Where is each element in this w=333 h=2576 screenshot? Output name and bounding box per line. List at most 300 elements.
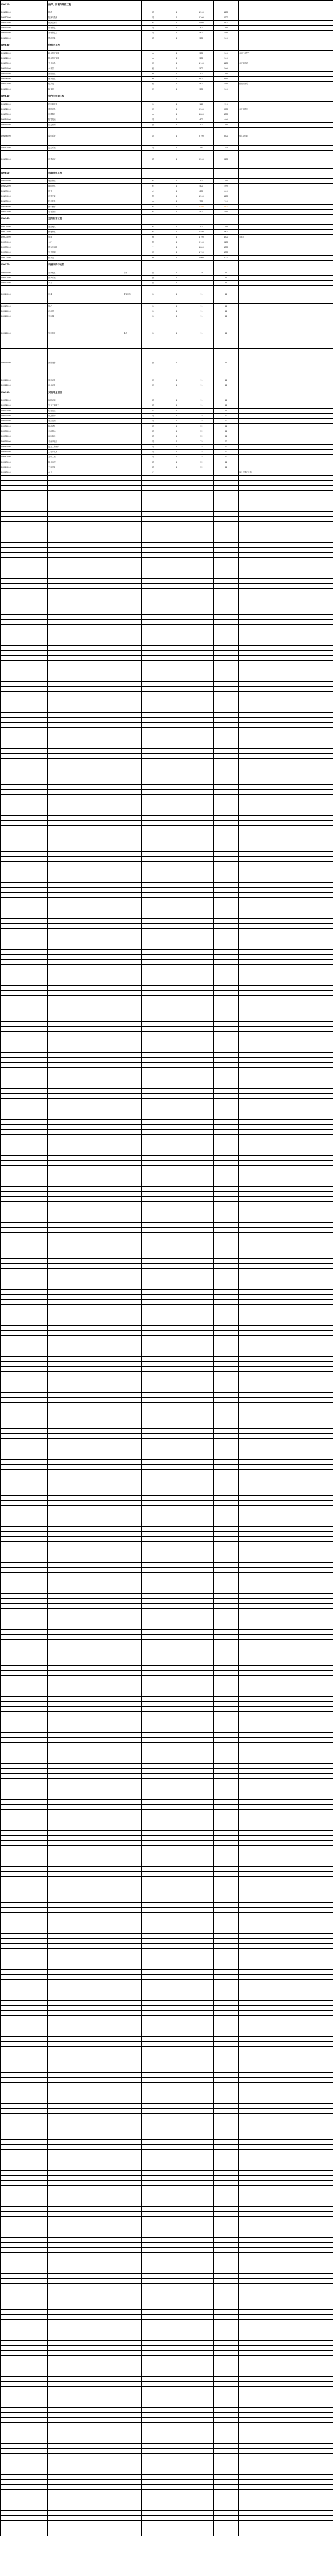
empty-row xyxy=(1,970,333,975)
row-code: D9164000 xyxy=(1,26,25,31)
empty-cell xyxy=(1,656,25,661)
empty-cell xyxy=(48,1305,123,1310)
row-code: D9173000 xyxy=(1,61,25,66)
empty-cell xyxy=(214,2382,239,2387)
empty-cell xyxy=(48,2052,123,2057)
empty-cell xyxy=(1,2361,25,2366)
empty-cell xyxy=(189,1753,214,1758)
empty-cell xyxy=(1,2371,25,2377)
empty-cell xyxy=(123,975,142,980)
empty-cell xyxy=(1,1650,25,1655)
empty-cell xyxy=(123,1341,142,1346)
empty-cell xyxy=(1,599,25,604)
row-subcode xyxy=(25,61,48,66)
empty-cell xyxy=(123,1022,142,1027)
row-qty: 1 xyxy=(164,319,189,349)
empty-cell xyxy=(142,1980,164,1985)
empty-cell xyxy=(239,2325,333,2330)
empty-cell xyxy=(189,1156,214,1161)
empty-cell xyxy=(48,857,123,862)
empty-cell xyxy=(214,1872,239,1877)
row-code: D9175000 xyxy=(1,72,25,77)
empty-cell xyxy=(214,846,239,852)
empty-cell xyxy=(123,852,142,857)
row-note xyxy=(239,21,333,26)
empty-cell xyxy=(189,1990,214,1995)
empty-cell xyxy=(214,970,239,975)
empty-cell xyxy=(164,944,189,950)
empty-cell xyxy=(214,1496,239,1501)
row-qty: 1 xyxy=(164,56,189,61)
row-price: 1600 xyxy=(189,21,214,26)
empty-cell xyxy=(164,980,189,986)
empty-row xyxy=(1,2006,333,2011)
empty-row xyxy=(1,816,333,821)
empty-cell xyxy=(1,625,25,630)
empty-cell xyxy=(142,2253,164,2258)
empty-cell xyxy=(164,2155,189,2160)
empty-cell xyxy=(164,563,189,568)
empty-cell xyxy=(1,1047,25,1053)
empty-cell xyxy=(25,857,48,862)
empty-cell xyxy=(164,1362,189,1367)
empty-cell xyxy=(1,1377,25,1382)
row-subcode xyxy=(25,21,48,26)
empty-cell xyxy=(25,1284,48,1290)
empty-cell xyxy=(123,1223,142,1228)
empty-cell xyxy=(123,1439,142,1444)
empty-cell xyxy=(123,1418,142,1423)
empty-cell xyxy=(239,2516,333,2521)
empty-cell xyxy=(142,2495,164,2500)
row-note: 按设计图纸 xyxy=(239,82,333,87)
empty-cell xyxy=(239,2330,333,2335)
section-title: 给排水工程 xyxy=(48,41,123,51)
empty-cell xyxy=(164,1630,189,1635)
empty-cell xyxy=(1,1310,25,1315)
empty-cell xyxy=(25,898,48,903)
empty-cell xyxy=(142,486,164,491)
empty-cell xyxy=(239,857,333,862)
row-total: 2200 xyxy=(214,151,239,169)
empty-cell xyxy=(142,2052,164,2057)
empty-row xyxy=(1,1233,333,1238)
row-unit: 车 xyxy=(142,409,164,414)
empty-cell xyxy=(239,2222,333,2227)
empty-cell xyxy=(142,1233,164,1238)
empty-row xyxy=(1,1078,333,1083)
empty-cell xyxy=(1,2253,25,2258)
empty-cell xyxy=(239,996,333,1001)
empty-cell xyxy=(142,1573,164,1578)
empty-cell xyxy=(214,1403,239,1408)
empty-row xyxy=(1,1053,333,1058)
empty-cell xyxy=(239,671,333,676)
empty-cell xyxy=(239,1727,333,1733)
empty-cell xyxy=(1,841,25,846)
empty-cell xyxy=(1,1053,25,1058)
empty-cell xyxy=(164,1331,189,1336)
empty-cell xyxy=(214,1320,239,1326)
empty-cell xyxy=(214,723,239,728)
empty-cell xyxy=(239,898,333,903)
empty-cell xyxy=(123,1666,142,1671)
empty-cell xyxy=(239,558,333,563)
empty-cell xyxy=(1,2294,25,2299)
empty-cell xyxy=(123,872,142,877)
empty-cell xyxy=(189,2294,214,2299)
empty-row xyxy=(1,800,333,805)
empty-row xyxy=(1,640,333,646)
empty-row xyxy=(1,1712,333,1717)
empty-cell xyxy=(214,1774,239,1779)
empty-cell xyxy=(214,1738,239,1743)
empty-cell xyxy=(1,2093,25,2098)
empty-cell xyxy=(48,816,123,821)
empty-cell xyxy=(25,1372,48,1377)
empty-cell xyxy=(189,800,214,805)
empty-cell xyxy=(239,2016,333,2021)
empty-cell xyxy=(142,1789,164,1794)
empty-cell xyxy=(214,656,239,661)
empty-cell xyxy=(142,2263,164,2268)
empty-cell xyxy=(25,2505,48,2511)
empty-cell xyxy=(214,1671,239,1676)
empty-cell xyxy=(239,2134,333,2140)
empty-cell xyxy=(142,980,164,986)
empty-cell xyxy=(142,1702,164,1707)
empty-cell xyxy=(189,939,214,944)
empty-cell xyxy=(1,996,25,1001)
empty-cell xyxy=(123,836,142,841)
table-row xyxy=(1,398,333,403)
row-price: 22 xyxy=(189,450,214,455)
empty-row xyxy=(1,1212,333,1217)
empty-cell xyxy=(214,1223,239,1228)
empty-cell xyxy=(25,1011,48,1016)
empty-row xyxy=(1,898,333,903)
empty-cell xyxy=(1,769,25,774)
row-spec xyxy=(123,151,142,169)
row-price: 700 xyxy=(189,199,214,205)
empty-cell xyxy=(48,1604,123,1609)
empty-cell xyxy=(142,1681,164,1686)
empty-cell xyxy=(123,1485,142,1490)
empty-cell xyxy=(164,1841,189,1846)
empty-cell xyxy=(214,1238,239,1243)
empty-cell xyxy=(1,486,25,491)
empty-cell xyxy=(123,2248,142,2253)
empty-cell xyxy=(142,1387,164,1393)
empty-cell xyxy=(48,707,123,713)
empty-cell xyxy=(25,1800,48,1805)
empty-cell xyxy=(1,2011,25,2016)
row-price: 300 xyxy=(189,87,214,92)
empty-cell xyxy=(214,769,239,774)
empty-cell xyxy=(123,1578,142,1583)
row-price: 300 xyxy=(189,56,214,61)
empty-cell xyxy=(123,1660,142,1666)
row-spec xyxy=(123,205,142,210)
empty-cell xyxy=(164,883,189,888)
empty-row xyxy=(1,2243,333,2248)
empty-cell xyxy=(1,2320,25,2325)
empty-cell xyxy=(48,1599,123,1604)
empty-cell xyxy=(48,1964,123,1970)
row-qty: 1 xyxy=(164,66,189,72)
empty-cell xyxy=(142,2428,164,2433)
empty-cell xyxy=(189,1346,214,1351)
table-row xyxy=(1,179,333,184)
empty-cell xyxy=(48,1253,123,1259)
row-total: 1700 xyxy=(214,235,239,240)
empty-cell xyxy=(142,769,164,774)
empty-cell xyxy=(123,1377,142,1382)
empty-cell xyxy=(123,2140,142,2145)
empty-cell xyxy=(239,800,333,805)
empty-cell xyxy=(48,563,123,568)
empty-cell xyxy=(142,2310,164,2315)
empty-cell xyxy=(25,1640,48,1645)
empty-cell xyxy=(25,1259,48,1264)
empty-cell xyxy=(25,1331,48,1336)
empty-cell xyxy=(189,1928,214,1934)
empty-cell xyxy=(189,2134,214,2140)
empty-cell xyxy=(142,1326,164,1331)
empty-cell xyxy=(123,2263,142,2268)
empty-cell xyxy=(189,1645,214,1650)
empty-cell xyxy=(142,2114,164,2119)
empty-cell xyxy=(239,919,333,924)
empty-cell xyxy=(25,1542,48,1547)
section-code: D9480 xyxy=(1,388,25,398)
empty-cell xyxy=(1,743,25,749)
row-unit: 项 xyxy=(142,398,164,403)
empty-cell xyxy=(48,692,123,697)
empty-cell xyxy=(25,805,48,810)
empty-cell xyxy=(25,2134,48,2140)
empty-cell xyxy=(1,1820,25,1825)
empty-cell xyxy=(123,2433,142,2438)
empty-cell xyxy=(142,646,164,651)
empty-cell xyxy=(142,476,164,481)
empty-cell xyxy=(25,759,48,764)
empty-cell xyxy=(214,1387,239,1393)
empty-cell xyxy=(214,986,239,991)
empty-cell xyxy=(239,2351,333,2356)
row-name: 冷却塔 xyxy=(48,309,123,314)
empty-cell xyxy=(214,1691,239,1697)
empty-cell xyxy=(214,996,239,1001)
empty-cell xyxy=(123,692,142,697)
empty-cell xyxy=(214,1537,239,1542)
empty-cell xyxy=(123,1944,142,1949)
empty-cell xyxy=(142,1238,164,1243)
empty-cell xyxy=(164,1882,189,1887)
empty-row xyxy=(1,1408,333,1413)
empty-cell xyxy=(142,2438,164,2444)
empty-cell xyxy=(25,872,48,877)
empty-cell xyxy=(164,1326,189,1331)
empty-cell xyxy=(189,877,214,883)
empty-cell xyxy=(48,486,123,491)
empty-row xyxy=(1,512,333,517)
row-unit: m² xyxy=(142,230,164,235)
empty-cell xyxy=(239,1202,333,1207)
empty-cell xyxy=(48,2067,123,2073)
row-qty: 1 xyxy=(164,10,189,15)
empty-cell xyxy=(214,2109,239,2114)
empty-cell xyxy=(214,491,239,496)
row-price: 22 xyxy=(189,460,214,465)
empty-row xyxy=(1,1660,333,1666)
empty-cell xyxy=(164,1594,189,1599)
empty-cell xyxy=(164,1928,189,1934)
empty-cell xyxy=(48,867,123,872)
empty-cell xyxy=(123,883,142,888)
empty-cell xyxy=(214,1851,239,1856)
row-subcode xyxy=(25,72,48,77)
empty-cell xyxy=(189,625,214,630)
empty-cell xyxy=(164,1784,189,1789)
empty-cell xyxy=(189,537,214,543)
empty-cell xyxy=(164,2207,189,2212)
empty-row xyxy=(1,1516,333,1521)
empty-cell xyxy=(214,1367,239,1372)
empty-cell xyxy=(239,1563,333,1568)
empty-cell xyxy=(1,867,25,872)
table-row xyxy=(1,107,333,112)
empty-cell xyxy=(189,1248,214,1253)
empty-cell xyxy=(25,1521,48,1527)
empty-cell xyxy=(239,718,333,723)
empty-cell xyxy=(214,1202,239,1207)
empty-cell xyxy=(239,1501,333,1506)
row-code: D9185000 xyxy=(1,123,25,128)
row-qty: 1 xyxy=(164,270,189,276)
row-price: 11 xyxy=(189,349,214,378)
empty-row xyxy=(1,506,333,512)
empty-row xyxy=(1,1727,333,1733)
table-row xyxy=(1,36,333,41)
empty-row xyxy=(1,1181,333,1187)
empty-cell xyxy=(164,1619,189,1624)
empty-cell xyxy=(142,1187,164,1192)
empty-cell xyxy=(189,980,214,986)
empty-cell xyxy=(123,2418,142,2423)
empty-cell xyxy=(25,913,48,919)
empty-cell xyxy=(48,1537,123,1542)
empty-cell xyxy=(189,908,214,913)
empty-cell xyxy=(164,1964,189,1970)
empty-cell xyxy=(214,1599,239,1604)
empty-cell xyxy=(25,1841,48,1846)
row-note xyxy=(239,72,333,77)
empty-cell xyxy=(1,1671,25,1676)
empty-row xyxy=(1,2516,333,2521)
empty-cell xyxy=(189,1913,214,1918)
row-qty: 1 xyxy=(164,225,189,230)
empty-row xyxy=(1,2346,333,2351)
empty-cell xyxy=(123,1753,142,1758)
empty-cell xyxy=(239,2402,333,2408)
empty-cell xyxy=(164,1166,189,1171)
row-unit: 项 xyxy=(142,36,164,41)
empty-cell xyxy=(25,589,48,594)
empty-cell xyxy=(189,1769,214,1774)
empty-cell xyxy=(189,1764,214,1769)
empty-cell xyxy=(239,1068,333,1073)
empty-cell xyxy=(142,2284,164,2289)
empty-row xyxy=(1,702,333,707)
section-blank xyxy=(164,169,189,179)
empty-cell xyxy=(239,975,333,980)
empty-cell xyxy=(25,2222,48,2227)
section-blank xyxy=(189,215,214,225)
empty-cell xyxy=(142,2444,164,2449)
row-price: 1000 xyxy=(189,256,214,261)
empty-cell xyxy=(164,2408,189,2413)
empty-cell xyxy=(189,1789,214,1794)
empty-cell xyxy=(164,908,189,913)
empty-cell xyxy=(48,2438,123,2444)
empty-cell xyxy=(142,1357,164,1362)
empty-cell xyxy=(239,1841,333,1846)
empty-cell xyxy=(164,1727,189,1733)
empty-row xyxy=(1,2485,333,2490)
empty-cell xyxy=(123,1985,142,1990)
empty-cell xyxy=(1,883,25,888)
empty-cell xyxy=(214,1006,239,1011)
row-price: 1200 xyxy=(189,15,214,21)
empty-cell xyxy=(123,1604,142,1609)
empty-cell xyxy=(189,991,214,996)
row-note xyxy=(239,250,333,256)
empty-cell xyxy=(239,1290,333,1295)
empty-cell xyxy=(123,2294,142,2299)
empty-cell xyxy=(1,790,25,795)
section-blank xyxy=(164,261,189,270)
empty-cell xyxy=(123,1372,142,1377)
row-qty: 1 xyxy=(164,429,189,434)
row-subcode xyxy=(25,123,48,128)
empty-cell xyxy=(123,1851,142,1856)
empty-cell xyxy=(48,1825,123,1831)
empty-cell xyxy=(164,810,189,816)
empty-cell xyxy=(239,584,333,589)
empty-cell xyxy=(142,1697,164,1702)
empty-cell xyxy=(239,2140,333,2145)
empty-cell xyxy=(123,481,142,486)
empty-cell xyxy=(214,955,239,960)
empty-cell xyxy=(48,944,123,950)
empty-cell xyxy=(239,2078,333,2083)
empty-cell xyxy=(123,1212,142,1217)
empty-cell xyxy=(142,950,164,955)
empty-cell xyxy=(25,2480,48,2485)
empty-cell xyxy=(25,630,48,635)
row-spec xyxy=(123,403,142,409)
empty-cell xyxy=(25,1187,48,1192)
row-code: D9234000 xyxy=(1,414,25,419)
empty-cell xyxy=(214,980,239,986)
empty-cell xyxy=(164,1686,189,1691)
empty-cell xyxy=(1,1068,25,1073)
empty-cell xyxy=(48,991,123,996)
empty-cell xyxy=(142,1583,164,1588)
row-name: 幕墙保温 xyxy=(48,26,123,31)
empty-cell xyxy=(1,481,25,486)
